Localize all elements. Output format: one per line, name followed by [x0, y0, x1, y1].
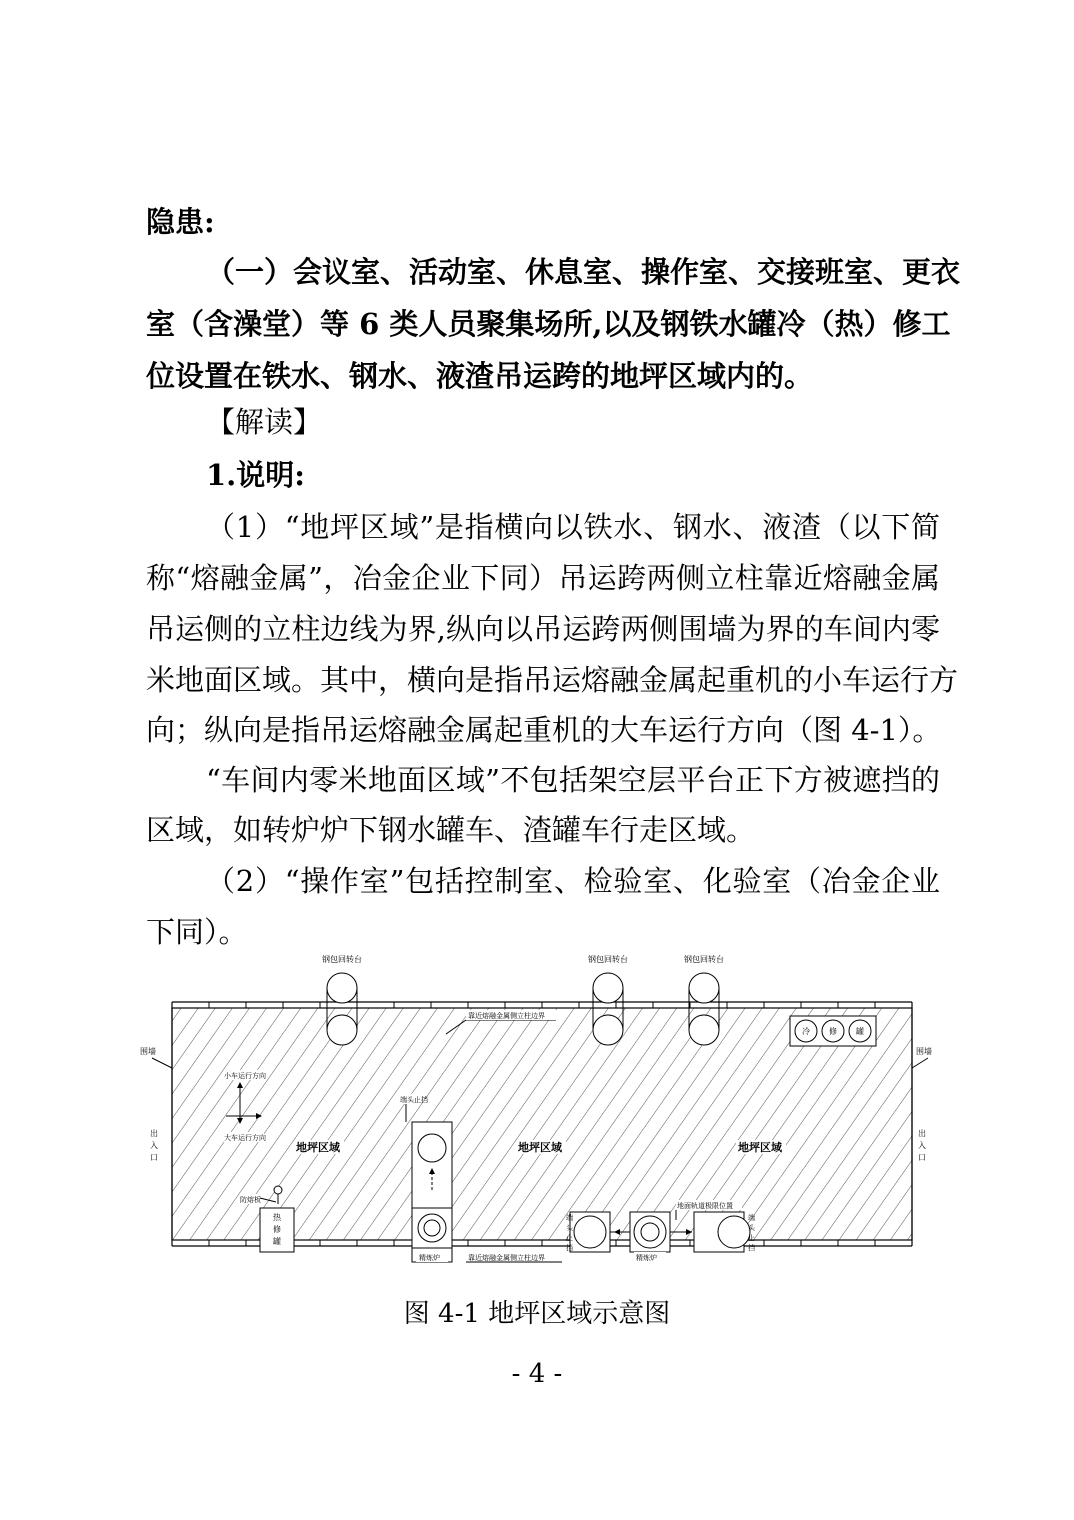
svg-text:端: 端	[748, 1214, 755, 1222]
svg-text:修: 修	[829, 1027, 837, 1036]
para2-line-2: 区域，如转炉炉下钢水罐车、渣罐车行走区域。	[146, 813, 756, 847]
para1-line-4: 米地面区域。其中，横向是指吊运熔融金属起重机的小车运行方	[146, 663, 959, 697]
svg-text:挡: 挡	[566, 1244, 573, 1252]
page-number: - 4 -	[511, 1359, 563, 1389]
floor-area-label-2: 地坪区域	[518, 1141, 562, 1154]
para3-line-2: 下同）。	[146, 915, 248, 949]
svg-text:修: 修	[273, 1225, 281, 1234]
section-heading: 1.说明:	[206, 458, 305, 492]
svg-text:端头止挡: 端头止挡	[400, 1096, 428, 1104]
para1-line-3: 吊运侧的立柱边线为界,纵向以吊运跨两侧围墙为界的车间内零	[146, 612, 940, 646]
column-ticks-top	[172, 1002, 912, 1008]
wall-label-right: 围墙	[916, 1047, 932, 1056]
figure-caption: 图 4-1 地坪区域示意图	[403, 1299, 671, 1329]
boundary-label-top: 靠近熔融金属侧立柱边界	[468, 1012, 545, 1020]
hazard-item-line-1: （一）会议室、活动室、休息室、操作室、交接班室、更衣	[206, 255, 961, 289]
svg-text:精炼炉: 精炼炉	[636, 1254, 657, 1262]
interpret-heading: 【解读】	[206, 405, 323, 439]
svg-text:止: 止	[566, 1234, 573, 1242]
exit-right	[918, 1128, 926, 1162]
exit-left	[150, 1128, 158, 1162]
svg-text:钢包回转台: 钢包回转台	[322, 955, 362, 964]
svg-text:端: 端	[566, 1214, 573, 1222]
para3-line-1: （2）“操作室”包括控制室、检验室、化验室（冶金企业	[206, 864, 940, 898]
svg-text:挡: 挡	[748, 1244, 755, 1252]
hazard-item-line-3: 位设置在铁水、钢水、液渣吊运跨的地坪区域内的。	[146, 359, 814, 393]
para2-line-1: “车间内零米地面区域”不包括架空层平台正下方被遮挡的	[206, 763, 940, 797]
para1-line-1: （1）“地坪区域”是指横向以铁水、钢水、液渣（以下简	[206, 510, 940, 544]
big-car-direction-label: 大车运行方向	[224, 1134, 266, 1142]
svg-text:口: 口	[918, 1153, 926, 1162]
svg-text:口: 口	[150, 1153, 158, 1162]
floor-area-label-1: 地坪区域	[296, 1141, 340, 1154]
para1-line-5: 向；纵向是指吊运熔融金属起重机的大车运行方向（图 4-1）。	[146, 713, 942, 747]
svg-text:钢包回转台: 钢包回转台	[684, 955, 724, 964]
para1-line-2: 称“熔融金属”，冶金企业下同）吊运跨两侧立柱靠近熔融金属	[146, 561, 940, 595]
small-car-direction-label: 小车运行方向	[224, 1072, 266, 1080]
svg-text:热: 热	[273, 1213, 281, 1222]
svg-text:冷: 冷	[802, 1027, 810, 1036]
cold-repair-ladle-station	[790, 1016, 876, 1046]
svg-text:止: 止	[748, 1234, 755, 1242]
svg-text:防熔板: 防熔板	[240, 1196, 261, 1204]
svg-text:入: 入	[150, 1141, 158, 1150]
ladle-turntable-3	[684, 954, 724, 1045]
svg-text:罐: 罐	[273, 1237, 281, 1246]
wall-label-left: 围墙	[140, 1047, 156, 1056]
svg-text:入: 入	[918, 1141, 926, 1150]
floor-area-label-3: 地坪区域	[738, 1141, 782, 1154]
boundary-label-bottom: 靠近熔融金属侧立柱边界	[468, 1254, 545, 1262]
svg-text:出: 出	[918, 1129, 926, 1138]
svg-text:头: 头	[566, 1224, 573, 1232]
svg-text:地面轨道极限位置: 地面轨道极限位置	[677, 1202, 733, 1210]
hazard-heading: 隐患:	[146, 205, 215, 239]
svg-text:头: 头	[748, 1224, 755, 1232]
svg-text:钢包回转台: 钢包回转台	[588, 955, 628, 964]
svg-text:出: 出	[150, 1129, 158, 1138]
svg-text:精炼炉: 精炼炉	[419, 1254, 440, 1262]
ladle-turntable-2	[588, 954, 628, 1045]
floor-area-diagram	[136, 950, 936, 1295]
svg-text:罐: 罐	[856, 1027, 864, 1036]
ladle-turntable-1	[322, 954, 362, 1045]
hazard-item-line-2: 室（含澡堂）等 6 类人员聚集场所,以及钢铁水罐冷（热）修工	[146, 307, 951, 341]
